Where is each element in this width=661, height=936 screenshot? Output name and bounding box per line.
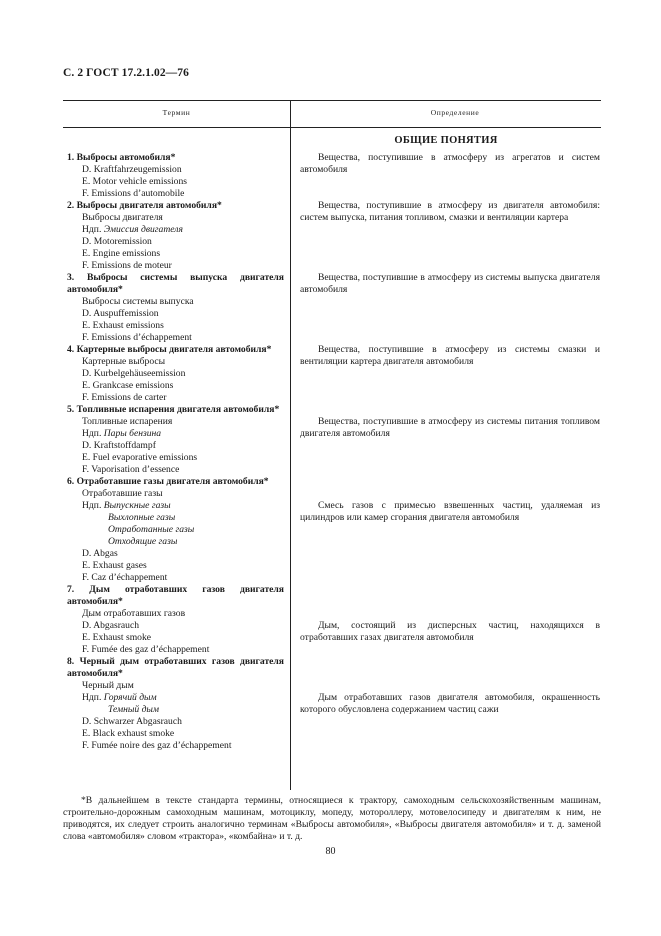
term-equivalent-fr: F. Emissions d’automobile <box>82 188 185 199</box>
definition-8: Дым отработавших газов двигателя автомобиля, окрашенность которого обусловлена содержанием частиц сажи <box>300 692 600 715</box>
term-equivalent-fr: F. Emissions d’échappement <box>82 332 192 343</box>
page-number: 80 <box>325 846 336 857</box>
ndp-label: Ндп. <box>82 692 102 703</box>
table-top-rule <box>63 100 601 101</box>
ndp-term: Выпускные газы <box>103 500 171 511</box>
column-header-definition: Определение <box>430 108 480 117</box>
term-equivalent-de: D. Abgas <box>82 548 118 559</box>
term-equivalent-en: E. Fuel evaporative emissions <box>82 452 198 463</box>
term-equivalent-de: D. Kurbelgehäuseemission <box>82 368 186 379</box>
term-entry-7 <box>63 584 284 656</box>
term-equivalent-fr: F. Emissions de moteur <box>82 260 172 271</box>
term-equivalent-fr: F. Emissions de carter <box>82 392 167 403</box>
term-equivalent-fr: F. Caz d’échappement <box>82 572 168 583</box>
term-entry-1 <box>63 152 284 200</box>
ndp-label: Ндп. <box>82 428 102 439</box>
definition-1: Вещества, поступившие в атмосферу из агрегатов и систем автомобиля <box>300 152 600 175</box>
term-equivalent-de: D. Kraftfahrzeugemission <box>82 164 182 175</box>
term-equivalent-de: D. Abgasrauch <box>82 620 140 631</box>
footnote <box>63 795 601 843</box>
ndp-term: Темный дым <box>108 704 160 715</box>
definition-3: Вещества, поступившие в атмосферу из системы выпуска двигателя автомобиля <box>300 272 600 295</box>
ndp-term: Отходящие газы <box>108 536 178 547</box>
definition-7: Дым, состоящий из дисперсных частиц, находящихся в отработавших газах двигателя автомобиля <box>300 620 600 643</box>
term-equivalent-en: E. Exhaust gases <box>82 560 147 571</box>
term-title: 6. Отработавшие газы двигателя автомобиля* <box>67 476 269 487</box>
term-equivalent-en: E. Grankcase emissions <box>82 380 174 391</box>
definition-2: Вещества, поступившие в атмосферу из двигателя автомобиля: систем выпуска, питания топливом, смазки и вентиляции картера <box>300 200 600 223</box>
term-entry-6 <box>63 476 284 584</box>
ndp-term: Горячий дым <box>103 692 157 703</box>
term-entry-2 <box>63 200 284 272</box>
term-equivalent-de: D. Schwarzer Abgasrauch <box>82 716 182 727</box>
term-equivalent-en: E. Black exhaust smoke <box>82 728 175 739</box>
term-not-allowed <box>63 512 284 524</box>
term-short-form: Отработавшие газы <box>82 488 163 499</box>
page-header: С. 2 ГОСТ 17.2.1.02—76 <box>63 67 189 79</box>
term-title: 7. Дым отработавших газов двигателя автомобиля* <box>67 584 284 607</box>
term-title: 3. Выбросы системы выпуска двигателя автомобиля* <box>67 272 284 295</box>
term-equivalent-en: E. Exhaust smoke <box>82 632 152 643</box>
term-title: 2. Выбросы двигателя автомобиля* <box>67 200 222 211</box>
term-equivalent-de: D. Motoremission <box>82 236 152 247</box>
ndp-term: Пары бензина <box>103 428 162 439</box>
term-not-allowed <box>63 500 284 512</box>
term-entry-3 <box>63 272 284 344</box>
terms-table <box>63 100 601 790</box>
term-equivalent-fr: F. Fumée des gaz d’échappement <box>82 644 210 655</box>
term-equivalent-en: E. Engine emissions <box>82 248 161 259</box>
term-short-form: Топливные испарения <box>82 416 173 427</box>
term-equivalent-fr: F. Vaporisation d’essence <box>82 464 180 475</box>
term-short-form: Дым отработавших газов <box>82 608 186 619</box>
column-header-term: Термин <box>162 108 191 117</box>
term-equivalent-de: D. Kraftstoffdampf <box>82 440 156 451</box>
term-title: 1. Выбросы автомобиля* <box>67 152 176 163</box>
ndp-term: Отработанные газы <box>108 524 195 535</box>
term-title: 8. Черный дым отработавших газов двигателя автомобиля* <box>67 656 284 679</box>
term-entry-4 <box>63 344 284 404</box>
term-short-form: Картерные выбросы <box>82 356 166 367</box>
definition-6: Смесь газов с примесью взвешенных частиц, удаляемая из цилиндров или камер сгорания двигателя автомобиля <box>300 500 600 523</box>
term-not-allowed <box>63 692 284 704</box>
table-column-divider <box>290 100 291 790</box>
term-short-form: Черный дым <box>82 680 134 691</box>
table-header-rule <box>63 127 601 128</box>
footnote-text: *В дальнейшем в тексте стандарта термины, относящиеся к трактору, самоходным сельскохозяйственным машинам, строительно-дорожным самоходным машинам, мотоциклу, мопеду, мотороллеру, мотовелосипеду и двигателям к ним, не приводятся, их следует строить аналогично терминам «Выбросы автомобиля», «Выбросы двигателя автомобиля» и т. д. заменой слова «автомобиля» словом «трактора», «комбайна» и т. д. <box>63 795 601 842</box>
term-short-form: Выбросы системы выпуска <box>82 296 194 307</box>
term-not-allowed <box>63 524 284 536</box>
ndp-term: Эмиссия двигателя <box>103 224 183 235</box>
term-short-form: Выбросы двигателя <box>82 212 163 223</box>
term-not-allowed <box>63 704 284 716</box>
term-title: 4. Картерные выбросы двигателя автомобиля* <box>67 344 272 355</box>
term-title: 5. Топливные испарения двигателя автомобиля* <box>67 404 280 415</box>
term-equivalent-en: E. Exhaust emissions <box>82 320 164 331</box>
term-equivalent-fr: F. Fumée noire des gaz d’échappement <box>82 740 232 751</box>
terms-column <box>63 152 284 752</box>
term-entry-8 <box>63 656 284 752</box>
term-not-allowed <box>63 536 284 548</box>
ndp-label: Ндп. <box>82 500 102 511</box>
definition-5: Вещества, поступившие в атмосферу из системы питания топливом двигателя автомобиля <box>300 416 600 439</box>
section-title: ОБЩИЕ ПОНЯТИЯ <box>394 135 498 146</box>
term-equivalent-de: D. Auspuffemission <box>82 308 159 319</box>
term-not-allowed <box>63 428 284 440</box>
term-entry-5 <box>63 404 284 476</box>
definition-4: Вещества, поступившие в атмосферу из системы смазки и вентиляции картера двигателя автомобиля <box>300 344 600 367</box>
term-not-allowed <box>63 224 284 236</box>
term-equivalent-en: E. Motor vehicle emissions <box>82 176 187 187</box>
ndp-term: Выхлопные газы <box>108 512 176 523</box>
ndp-label: Ндп. <box>82 224 102 235</box>
